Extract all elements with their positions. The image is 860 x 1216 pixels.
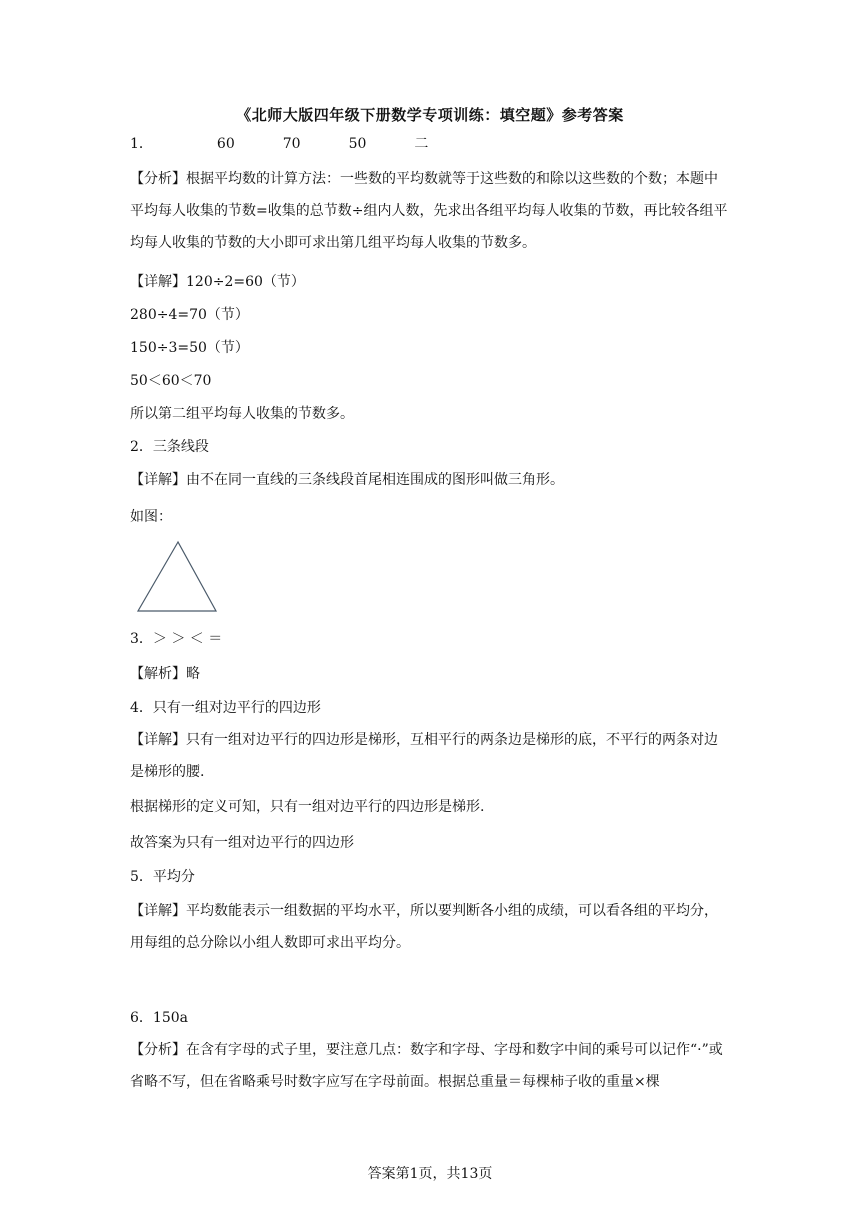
page-footer: 答案第1页，共13页 <box>367 1166 493 1182</box>
q1-analysis: 【分析】根据平均数的计算方法：一些数的平均数就等于这些数的和除以这些数的个数；本题中平均每人收集的节数=收集的总节数÷组内人数，先求出各组平均每人收集的节数，再比较各组平均每人收集的节数的大小即可求出第几组平均每人收集的节数多。 <box>130 171 728 251</box>
q4-conclusion: 故答案为只有一组对边平行的四边形 <box>130 835 354 851</box>
q1-detail-2: 280÷4=70（节） <box>130 307 249 323</box>
q1-detail-3: 150÷3=50（节） <box>130 340 249 356</box>
triangle-shape <box>138 542 216 611</box>
q1-answer-line <box>130 133 730 155</box>
q1-answer-3: 50 <box>348 136 367 152</box>
q4-detail: 【详解】只有一组对边平行的四边形是梯形，互相平行的两条边是梯形的底，不平行的两条对边是梯形的腰. <box>130 732 718 780</box>
q2-figure-caption: 如图： <box>130 509 172 525</box>
q4-answer-line: 4．只有一组对边平行的四边形 <box>130 700 321 716</box>
q1-answer-1: 60 <box>216 136 235 152</box>
q2-answer-line: 2．三条线段 <box>130 439 209 455</box>
q1-detail-4: 50＜60＜70 <box>130 373 212 389</box>
q1-answer-2: 70 <box>282 136 301 152</box>
q5-answer-line: 5．平均分 <box>130 869 195 885</box>
q6-analysis: 【分析】在含有字母的式子里，要注意几点：数字和字母、字母和数字中间的乘号可以记作“·”或省略不写，但在省略乘号时数字应写在字母前面。根据总重量＝每棵柿子收的重量×棵 <box>130 1042 723 1090</box>
q6-answer-line: 6．150a <box>130 1010 188 1026</box>
q4-detail-2: 根据梯形的定义可知，只有一组对边平行的四边形是梯形. <box>130 799 485 815</box>
q1-detail-1: 【详解】120÷2=60（节） <box>130 274 305 290</box>
triangle-figure <box>136 540 220 614</box>
q3-answer-line: 3．＞ ＞ ＜ ＝ <box>130 631 223 647</box>
page-title: 《北师大版四年级下册数学专项训练：填空题》参考答案 <box>236 106 624 124</box>
q3-detail: 【解析】略 <box>130 666 200 682</box>
q1-conclusion: 所以第二组平均每人收集的节数多。 <box>130 406 354 422</box>
q2-detail: 【详解】由不在同一直线的三条线段首尾相连围成的图形叫做三角形。 <box>130 472 564 488</box>
q1-answer-4: 二 <box>414 136 429 152</box>
q5-detail: 【详解】平均数能表示一组数据的平均水平，所以要判断各小组的成绩，可以看各组的平均分，用每组的总分除以小组人数即可求出平均分。 <box>130 903 718 951</box>
q1-number: 1． <box>130 136 153 152</box>
